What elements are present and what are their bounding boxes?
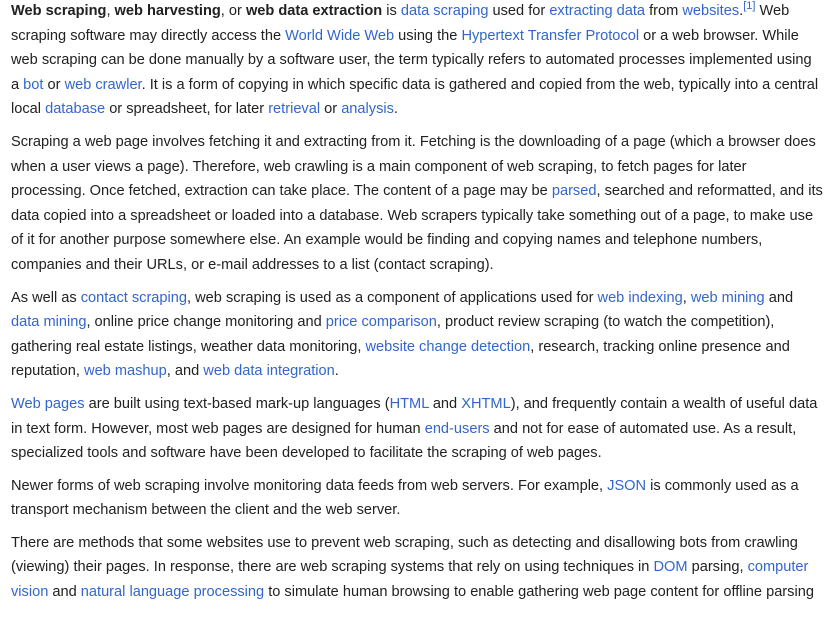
article-text: . (334, 363, 339, 380)
article-paragraph (11, 130, 823, 278)
article-text: are built using text-based mark-up languages ( (84, 395, 390, 412)
article-link[interactable]: websites (682, 3, 740, 19)
article-link[interactable]: parsed (551, 183, 597, 200)
article-text: , and (166, 363, 204, 380)
article-paragraph (11, 0, 823, 122)
article-text: , research, tracking online presence and reputation, (11, 338, 790, 380)
article-text: , online price change monitoring and (86, 314, 326, 331)
article-link[interactable]: JSON (607, 477, 647, 494)
article-link[interactable]: analysis (341, 101, 394, 118)
article-text: Newer forms of web scraping involve monitoring data feeds from web servers. For example, (11, 477, 608, 494)
article-link[interactable]: web mining (690, 289, 765, 306)
article-text: parsing, (687, 559, 748, 576)
article-link[interactable]: computer vision (11, 559, 809, 601)
article-text: , product review scraping (to watch the competition), gathering real estate listings, weather data monitoring, (11, 314, 775, 355)
article-link[interactable]: natural language processing (80, 584, 265, 601)
article-text: Scraping a web page involves fetching it and extracting from it. Fetching is the downloading of a page (which a browser does when a user views a page). Therefore, web crawling is a main component of web scraping, to fetch pages for later processing. Once fetched, extraction can take place. The content of a page may be (11, 133, 816, 200)
article-text: , searched and reformatted, and its data copied into a spreadsheet or loaded into a database. Web scrapers typically take something out of a page, to make use of it for another purpose somewhere else. An example would be finding and copying names and telephone numbers, companies and their URLs, or e-mail addresses to a list (contact scraping). (11, 183, 823, 273)
article-link[interactable]: web crawler (64, 76, 142, 93)
article-link[interactable]: data mining (11, 314, 87, 331)
article-text: using the (394, 27, 462, 44)
article-link[interactable]: bot (23, 76, 44, 93)
article-paragraph (11, 392, 823, 466)
article-paragraph (11, 474, 823, 523)
article-text: , (106, 3, 115, 19)
article-link[interactable]: retrieval (268, 101, 321, 118)
article-link[interactable]: web indexing (597, 289, 683, 306)
bold-term: web data extraction (245, 3, 383, 19)
article-link[interactable]: Web pages (11, 395, 85, 412)
article-text: is (382, 3, 401, 19)
article-link[interactable]: database (45, 101, 106, 118)
article-text: , or (220, 3, 246, 19)
article-text: or spreadsheet, for later (105, 101, 269, 118)
article-text: or (320, 101, 342, 118)
article-text: As well as (11, 289, 81, 306)
article-link[interactable]: web data integration (203, 363, 335, 380)
article-text: is commonly used as a transport mechanism between the client and the web server. (11, 477, 799, 519)
article-text: . It is a form of copying in which specific data is gathered and copied from the web, typically into a central local (11, 76, 819, 118)
article-text: used for (488, 3, 550, 19)
citation-link[interactable]: [1] (743, 0, 756, 13)
article-text: and (764, 289, 794, 306)
article-link[interactable]: data scraping (400, 3, 489, 19)
article-text: and not for ease of automated use. As a result, specialized tools and software have been developed to facilitate the scraping of web pages. (11, 420, 797, 462)
article-text: from (645, 3, 683, 19)
article-text: or a web browser. While web scraping can be done manually by a software user, the term typically refers to automated processes implemented using a (11, 27, 812, 93)
article-paragraph (11, 531, 823, 605)
article-text: . (393, 101, 398, 118)
article-text: Web scraping software may directly access the (11, 3, 790, 44)
article-link[interactable]: extracting data (549, 3, 646, 19)
article-link[interactable]: HTML (389, 395, 429, 412)
article-text: ), and frequently contain a wealth of useful data in text form. However, most web pages are designed for human (11, 395, 818, 437)
article-link[interactable]: web mashup (84, 363, 167, 380)
article-text: There are methods that some websites use to prevent web scraping, such as detecting and disallowing bots from crawling (viewing) their pages. In response, there are web scraping systems that rely on using techniques in (11, 534, 798, 576)
article-text: . (739, 3, 744, 19)
article-text: or (43, 76, 65, 93)
article-link[interactable]: contact scraping (80, 289, 188, 306)
article-text: and (48, 584, 81, 601)
article-link[interactable]: end-users (424, 420, 490, 437)
article-text: , web scraping is used as a component of applications used for (187, 289, 598, 306)
article-link[interactable]: Hypertext Transfer Protocol (461, 27, 640, 44)
article-link[interactable]: website change detection (365, 338, 531, 355)
article-text: and (428, 395, 462, 412)
article-link[interactable]: XHTML (461, 395, 511, 412)
article-text: , (682, 289, 691, 306)
article-text: to simulate human browsing to enable gathering web page content for offline parsing (264, 584, 814, 601)
article-link[interactable]: price comparison (325, 314, 437, 331)
article-link[interactable]: DOM (653, 559, 688, 576)
article-paragraph (11, 286, 823, 384)
bold-term: Web scraping (11, 3, 107, 19)
bold-term: web harvesting (114, 3, 221, 19)
article-link[interactable]: World Wide Web (285, 27, 395, 44)
